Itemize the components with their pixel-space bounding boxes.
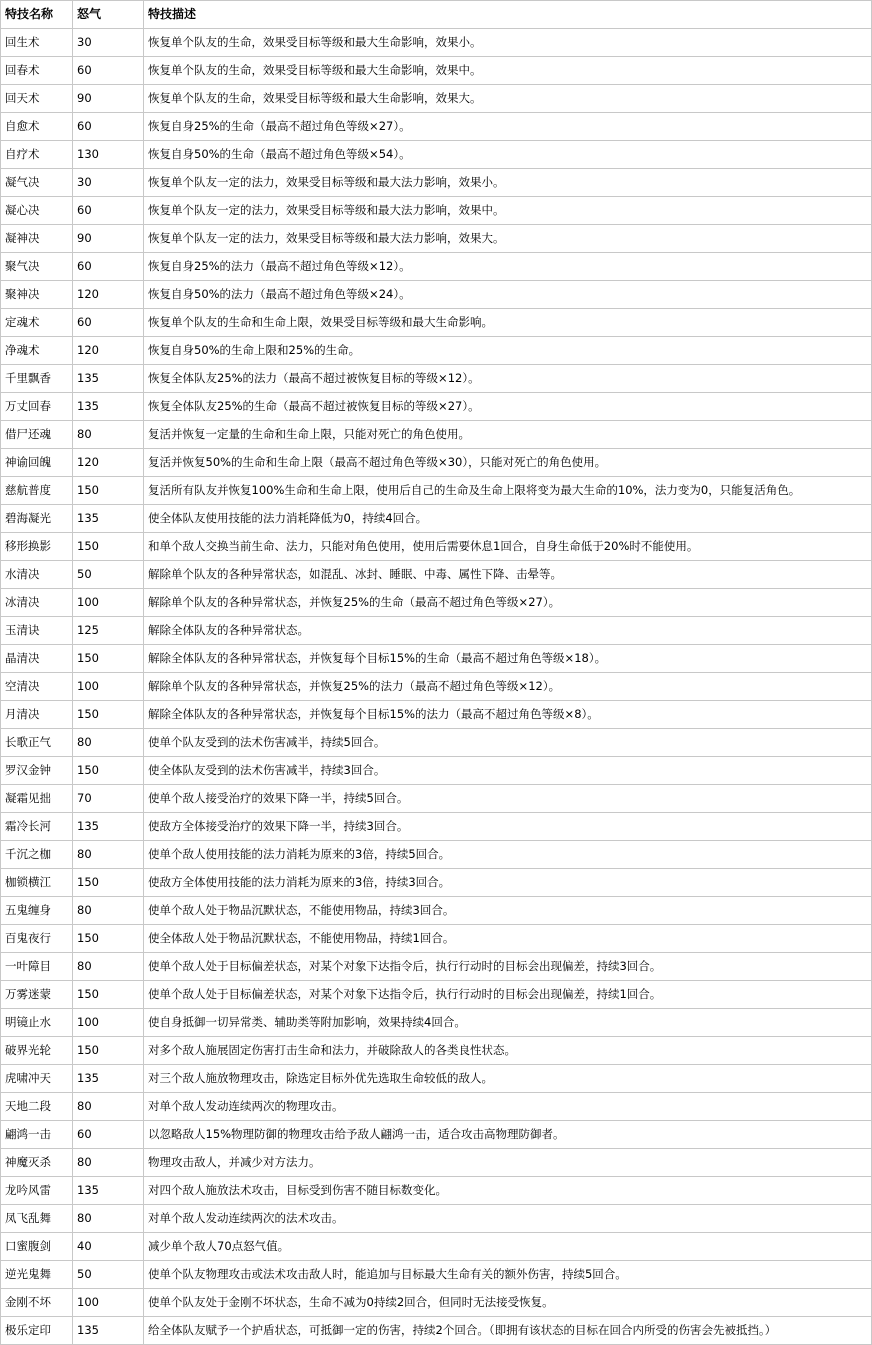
table-row <box>1 561 872 589</box>
table-row <box>1 393 872 421</box>
rage-cell: 80 <box>73 729 144 757</box>
skill-name-cell: 借尸还魂 <box>1 421 73 449</box>
skill-description-cell: 恢复全体队友25%的生命（最高不超过被恢复目标的等级×27）。 <box>144 393 872 421</box>
skill-description-cell: 对四个敌人施放法术攻击，目标受到伤害不随目标数变化。 <box>144 1177 872 1205</box>
table-row <box>1 197 872 225</box>
skill-name-cell: 水清决 <box>1 561 73 589</box>
table-row <box>1 1289 872 1317</box>
table-row <box>1 253 872 281</box>
skill-description-cell: 恢复单个队友的生命，效果受目标等级和最大生命影响，效果中。 <box>144 57 872 85</box>
skill-description-cell: 恢复全体队友25%的法力（最高不超过被恢复目标的等级×12）。 <box>144 365 872 393</box>
table-row <box>1 505 872 533</box>
skill-name-cell: 回春术 <box>1 57 73 85</box>
skill-name-cell: 冰清决 <box>1 589 73 617</box>
rage-cell: 130 <box>73 141 144 169</box>
skill-description-cell: 恢复自身25%的生命（最高不超过角色等级×27）。 <box>144 113 872 141</box>
table-row <box>1 1009 872 1037</box>
table-body <box>1 29 872 1345</box>
table-row <box>1 645 872 673</box>
rage-cell: 80 <box>73 1149 144 1177</box>
rage-cell: 60 <box>73 57 144 85</box>
rage-cell: 90 <box>73 85 144 113</box>
table-row <box>1 169 872 197</box>
table-row <box>1 897 872 925</box>
rage-cell: 150 <box>73 701 144 729</box>
rage-cell: 100 <box>73 1289 144 1317</box>
rage-cell: 40 <box>73 1233 144 1261</box>
skill-description-cell: 解除单个队友的各种异常状态，如混乱、冰封、睡眠、中毒、属性下降、击晕等。 <box>144 561 872 589</box>
rage-cell: 150 <box>73 645 144 673</box>
skill-name-cell: 天地二段 <box>1 1093 73 1121</box>
rage-cell: 100 <box>73 1009 144 1037</box>
skill-name-cell: 逆光鬼舞 <box>1 1261 73 1289</box>
rage-cell: 120 <box>73 337 144 365</box>
skill-name-cell: 凤飞乱舞 <box>1 1205 73 1233</box>
skill-name-cell: 回天术 <box>1 85 73 113</box>
skill-description-cell: 对单个敌人发动连续两次的法术攻击。 <box>144 1205 872 1233</box>
skill-description-cell: 恢复单个队友一定的法力，效果受目标等级和最大法力影响，效果中。 <box>144 197 872 225</box>
skill-description-cell: 使单个队友处于金刚不坏状态，生命不减为0持续2回合，但同时无法接受恢复。 <box>144 1289 872 1317</box>
table-row <box>1 57 872 85</box>
rage-cell: 90 <box>73 225 144 253</box>
skill-description-cell: 以忽略敌人15%物理防御的物理攻击给予敌人翩鸿一击，适合攻击高物理防御者。 <box>144 1121 872 1149</box>
table-row <box>1 225 872 253</box>
skill-description-cell: 使单个敌人使用技能的法力消耗为原来的3倍，持续5回合。 <box>144 841 872 869</box>
table-row <box>1 309 872 337</box>
rage-cell: 100 <box>73 673 144 701</box>
rage-cell: 135 <box>73 1317 144 1345</box>
table-row <box>1 533 872 561</box>
skill-name-cell: 碧海凝光 <box>1 505 73 533</box>
skill-description-cell: 恢复自身50%的法力（最高不超过角色等级×24）。 <box>144 281 872 309</box>
skill-name-cell: 霜冷长河 <box>1 813 73 841</box>
table-row <box>1 337 872 365</box>
skill-name-cell: 慈航普度 <box>1 477 73 505</box>
skill-name-cell: 虎啸冲天 <box>1 1065 73 1093</box>
skill-name-cell: 凝气决 <box>1 169 73 197</box>
table-row <box>1 617 872 645</box>
rage-cell: 80 <box>73 897 144 925</box>
table-row <box>1 953 872 981</box>
skill-description-cell: 和单个敌人交换当前生命、法力，只能对角色使用，使用后需要休息1回合，自身生命低于20%时不能使用。 <box>144 533 872 561</box>
skill-name-cell: 空清决 <box>1 673 73 701</box>
table-row <box>1 729 872 757</box>
skill-description-cell: 使单个队友受到的法术伤害减半，持续5回合。 <box>144 729 872 757</box>
rage-cell: 50 <box>73 561 144 589</box>
table-row <box>1 813 872 841</box>
skill-name-cell: 万丈回春 <box>1 393 73 421</box>
header-rage: 怒气 <box>73 1 144 29</box>
rage-cell: 80 <box>73 1093 144 1121</box>
skill-description-cell: 恢复自身50%的生命（最高不超过角色等级×54）。 <box>144 141 872 169</box>
rage-cell: 50 <box>73 1261 144 1289</box>
skill-description-cell: 使单个敌人处于目标偏差状态，对某个对象下达指令后，执行行动时的目标会出现偏差，持续1回合。 <box>144 981 872 1009</box>
skill-name-cell: 口蜜腹剑 <box>1 1233 73 1261</box>
skill-description-cell: 使单个队友物理攻击或法术攻击敌人时，能追加与目标最大生命有关的额外伤害，持续5回合。 <box>144 1261 872 1289</box>
rage-cell: 150 <box>73 1037 144 1065</box>
skill-name-cell: 千里飘香 <box>1 365 73 393</box>
skill-description-cell: 使敌方全体接受治疗的效果下降一半，持续3回合。 <box>144 813 872 841</box>
skill-description-cell: 复活并恢复50%的生命和生命上限（最高不超过角色等级×30），只能对死亡的角色使用。 <box>144 449 872 477</box>
rage-cell: 80 <box>73 421 144 449</box>
rage-cell: 150 <box>73 757 144 785</box>
rage-cell: 150 <box>73 477 144 505</box>
rage-cell: 120 <box>73 281 144 309</box>
rage-cell: 150 <box>73 981 144 1009</box>
rage-cell: 30 <box>73 29 144 57</box>
table-row <box>1 1149 872 1177</box>
table-row <box>1 1205 872 1233</box>
table-row <box>1 477 872 505</box>
skill-description-cell: 解除单个队友的各种异常状态，并恢复25%的生命（最高不超过角色等级×27）。 <box>144 589 872 617</box>
header-row <box>1 1 872 29</box>
table-row <box>1 141 872 169</box>
skill-description-cell: 使单个敌人处于物品沉默状态，不能使用物品，持续3回合。 <box>144 897 872 925</box>
skill-description-cell: 给全体队友赋予一个护盾状态，可抵御一定的伤害，持续2个回合。（即拥有该状态的目标在回合内所受的伤害会先被抵挡。） <box>144 1317 872 1345</box>
rage-cell: 135 <box>73 813 144 841</box>
skill-name-cell: 神魔灭杀 <box>1 1149 73 1177</box>
table-row <box>1 981 872 1009</box>
skill-name-cell: 聚神决 <box>1 281 73 309</box>
table-row <box>1 1177 872 1205</box>
table-row <box>1 449 872 477</box>
rage-cell: 120 <box>73 449 144 477</box>
skill-description-cell: 使全体敌人处于物品沉默状态，不能使用物品，持续1回合。 <box>144 925 872 953</box>
table-row <box>1 925 872 953</box>
rage-cell: 60 <box>73 253 144 281</box>
skill-name-cell: 自愈术 <box>1 113 73 141</box>
skill-name-cell: 移形换影 <box>1 533 73 561</box>
rage-cell: 125 <box>73 617 144 645</box>
skill-name-cell: 罗汉金钟 <box>1 757 73 785</box>
skill-name-cell: 枷锁横江 <box>1 869 73 897</box>
table-row <box>1 701 872 729</box>
skill-name-cell: 破界光轮 <box>1 1037 73 1065</box>
table-row <box>1 673 872 701</box>
skill-description-cell: 复活所有队友并恢复100%生命和生命上限，使用后自己的生命及生命上限将变为最大生命的10%，法力变为0，只能复活角色。 <box>144 477 872 505</box>
rage-cell: 150 <box>73 925 144 953</box>
table-row <box>1 1261 872 1289</box>
rage-cell: 135 <box>73 1177 144 1205</box>
skill-name-cell: 回生术 <box>1 29 73 57</box>
rage-cell: 30 <box>73 169 144 197</box>
skill-name-cell: 凝心决 <box>1 197 73 225</box>
skill-description-cell: 恢复自身50%的生命上限和25%的生命。 <box>144 337 872 365</box>
table-row <box>1 869 872 897</box>
table-header <box>1 1 872 29</box>
header-skill-name: 特技名称 <box>1 1 73 29</box>
table-row <box>1 85 872 113</box>
table-row <box>1 281 872 309</box>
rage-cell: 60 <box>73 1121 144 1149</box>
skill-description-cell: 复活并恢复一定量的生命和生命上限，只能对死亡的角色使用。 <box>144 421 872 449</box>
skill-name-cell: 晶清决 <box>1 645 73 673</box>
skill-name-cell: 玉清诀 <box>1 617 73 645</box>
skill-name-cell: 凝神决 <box>1 225 73 253</box>
rage-cell: 100 <box>73 589 144 617</box>
skill-description-cell: 使单个敌人接受治疗的效果下降一半，持续5回合。 <box>144 785 872 813</box>
rage-cell: 150 <box>73 869 144 897</box>
rage-cell: 60 <box>73 309 144 337</box>
table-row <box>1 1317 872 1345</box>
skill-name-cell: 神谕回魄 <box>1 449 73 477</box>
table-row <box>1 365 872 393</box>
skill-name-cell: 定魂术 <box>1 309 73 337</box>
rage-cell: 80 <box>73 841 144 869</box>
skill-description-cell: 使敌方全体使用技能的法力消耗为原来的3倍，持续3回合。 <box>144 869 872 897</box>
skill-name-cell: 五鬼缠身 <box>1 897 73 925</box>
skill-description-cell: 解除单个队友的各种异常状态，并恢复25%的法力（最高不超过角色等级×12）。 <box>144 673 872 701</box>
skill-name-cell: 金刚不坏 <box>1 1289 73 1317</box>
skill-description-cell: 对多个敌人施展固定伤害打击生命和法力，并破除敌人的各类良性状态。 <box>144 1037 872 1065</box>
skill-name-cell: 极乐定印 <box>1 1317 73 1345</box>
rage-cell: 135 <box>73 365 144 393</box>
rage-cell: 80 <box>73 953 144 981</box>
skill-description-cell: 减少单个敌人70点怒气值。 <box>144 1233 872 1261</box>
table-row <box>1 113 872 141</box>
skill-name-cell: 净魂术 <box>1 337 73 365</box>
rage-cell: 135 <box>73 393 144 421</box>
skill-description-cell: 使自身抵御一切异常类、辅助类等附加影响，效果持续4回合。 <box>144 1009 872 1037</box>
skill-description-cell: 解除全体队友的各种异常状态，并恢复每个目标15%的法力（最高不超过角色等级×8）。 <box>144 701 872 729</box>
skill-name-cell: 千沉之枷 <box>1 841 73 869</box>
table-row <box>1 1121 872 1149</box>
skill-description-cell: 恢复单个队友的生命和生命上限，效果受目标等级和最大生命影响。 <box>144 309 872 337</box>
skill-name-cell: 自疗术 <box>1 141 73 169</box>
skill-description-cell: 对单个敌人发动连续两次的物理攻击。 <box>144 1093 872 1121</box>
table-row <box>1 1037 872 1065</box>
skill-description-cell: 对三个敌人施放物理攻击，除选定目标外优先选取生命较低的敌人。 <box>144 1065 872 1093</box>
skill-description-cell: 使单个敌人处于目标偏差状态，对某个对象下达指令后，执行行动时的目标会出现偏差，持续3回合。 <box>144 953 872 981</box>
skill-name-cell: 龙吟风雷 <box>1 1177 73 1205</box>
skill-description-cell: 使全体队友受到的法术伤害减半，持续3回合。 <box>144 757 872 785</box>
rage-cell: 60 <box>73 197 144 225</box>
skill-description-cell: 解除全体队友的各种异常状态。 <box>144 617 872 645</box>
table-row <box>1 589 872 617</box>
table-row <box>1 757 872 785</box>
skill-name-cell: 聚气决 <box>1 253 73 281</box>
skill-name-cell: 一叶障目 <box>1 953 73 981</box>
rage-cell: 80 <box>73 1205 144 1233</box>
skill-description-cell: 恢复单个队友一定的法力，效果受目标等级和最大法力影响，效果小。 <box>144 169 872 197</box>
table-row <box>1 1093 872 1121</box>
skill-name-cell: 百鬼夜行 <box>1 925 73 953</box>
rage-cell: 150 <box>73 533 144 561</box>
skill-name-cell: 明镜止水 <box>1 1009 73 1037</box>
table-row <box>1 785 872 813</box>
skill-description-cell: 恢复单个队友的生命，效果受目标等级和最大生命影响，效果小。 <box>144 29 872 57</box>
skill-description-cell: 解除全体队友的各种异常状态，并恢复每个目标15%的生命（最高不超过角色等级×18）。 <box>144 645 872 673</box>
skill-description-cell: 恢复自身25%的法力（最高不超过角色等级×12）。 <box>144 253 872 281</box>
table-row <box>1 841 872 869</box>
header-skill-description: 特技描述 <box>144 1 872 29</box>
skill-description-cell: 恢复单个队友的生命，效果受目标等级和最大生命影响，效果大。 <box>144 85 872 113</box>
skill-name-cell: 凝霜见拙 <box>1 785 73 813</box>
rage-cell: 135 <box>73 1065 144 1093</box>
skill-name-cell: 万雾迷蒙 <box>1 981 73 1009</box>
skill-description-cell: 使全体队友使用技能的法力消耗降低为0，持续4回合。 <box>144 505 872 533</box>
table-row <box>1 1233 872 1261</box>
rage-cell: 60 <box>73 113 144 141</box>
rage-cell: 70 <box>73 785 144 813</box>
skill-description-cell: 恢复单个队友一定的法力，效果受目标等级和最大法力影响，效果大。 <box>144 225 872 253</box>
table-row <box>1 1065 872 1093</box>
skill-name-cell: 翩鸿一击 <box>1 1121 73 1149</box>
table-row <box>1 29 872 57</box>
table-row <box>1 421 872 449</box>
skill-name-cell: 长歌正气 <box>1 729 73 757</box>
rage-cell: 135 <box>73 505 144 533</box>
skill-name-cell: 月清决 <box>1 701 73 729</box>
skill-description-cell: 物理攻击敌人，并减少对方法力。 <box>144 1149 872 1177</box>
